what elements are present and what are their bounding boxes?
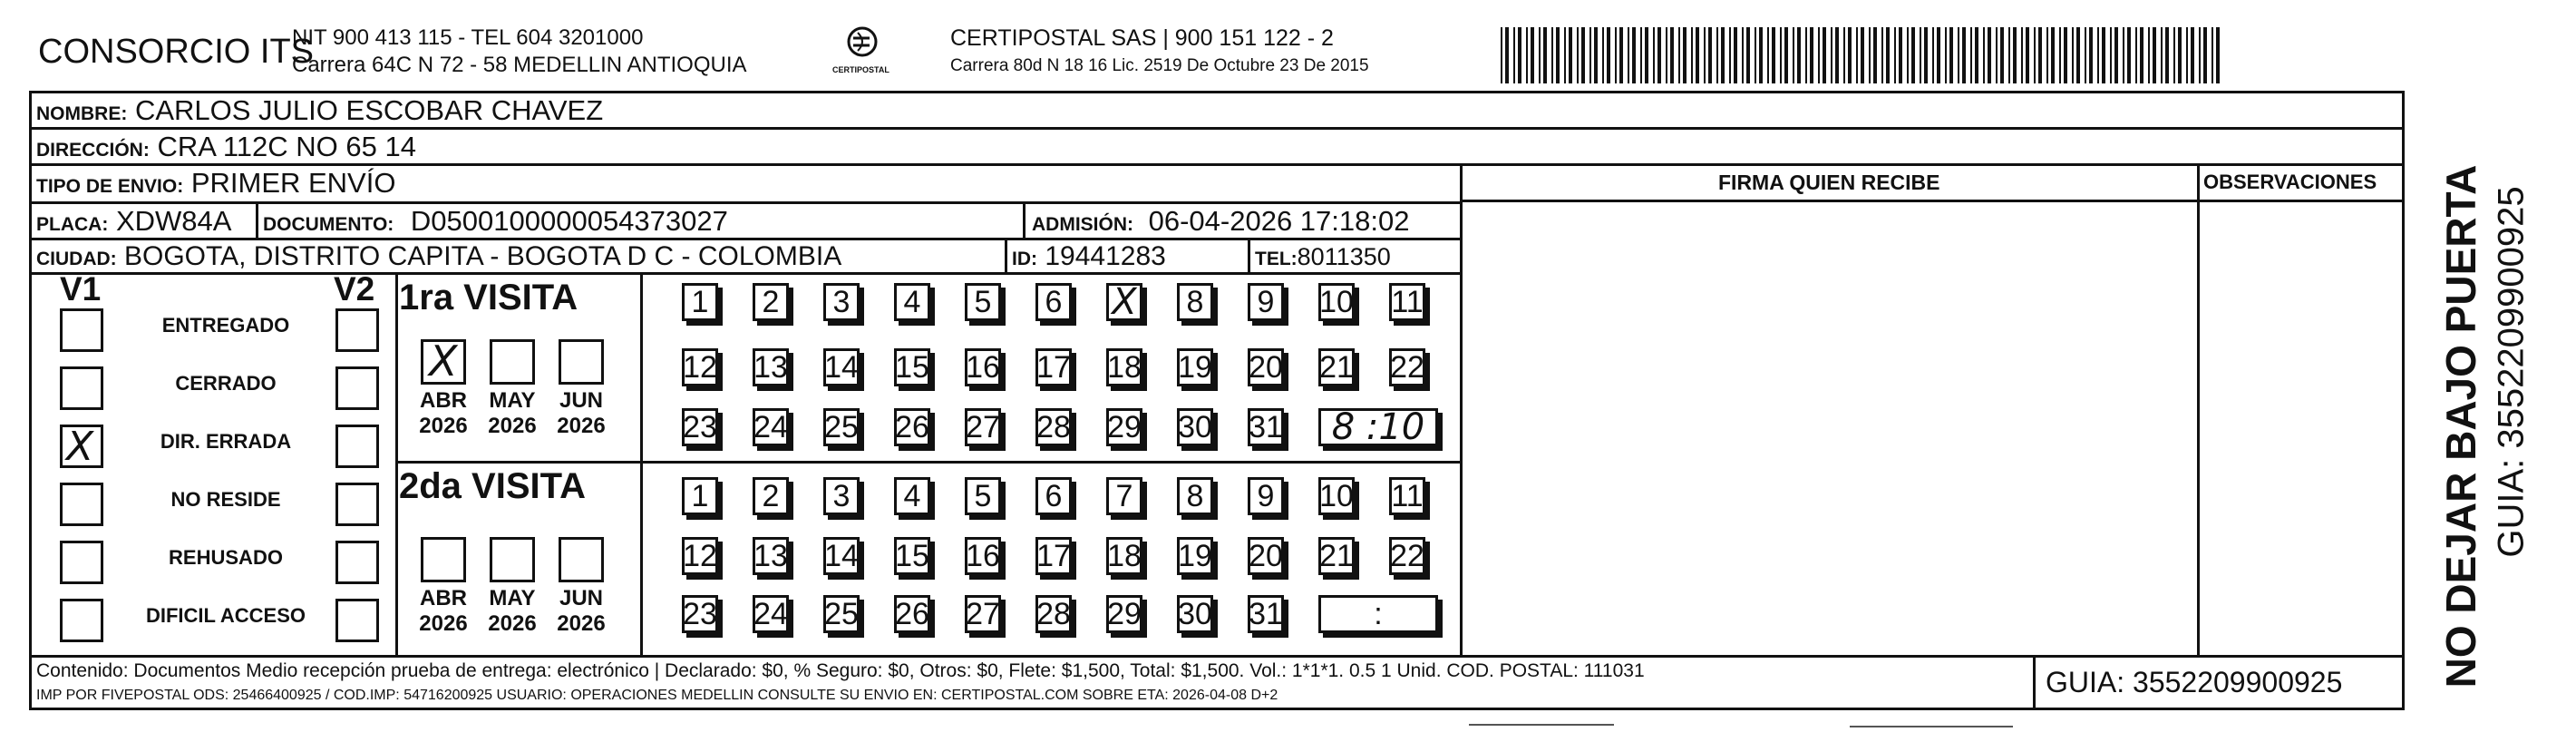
tel-label: TEL: xyxy=(1255,249,1298,269)
barcode-bar xyxy=(1607,27,1610,83)
v1-checkbox[interactable] xyxy=(60,541,103,584)
row-line-4 xyxy=(29,238,1462,240)
barcode-bar xyxy=(1632,27,1636,83)
day-box[interactable]: 27 xyxy=(966,410,1000,444)
barcode-bar xyxy=(1742,27,1744,83)
barcode-bar xyxy=(1708,27,1712,83)
visit1-title: 1ra VISITA xyxy=(399,278,578,317)
frame-right xyxy=(2402,91,2405,710)
v1-label: V1 xyxy=(60,270,102,308)
barcode-bar xyxy=(2114,27,2118,83)
barcode-bar xyxy=(1988,27,1991,83)
day-box[interactable]: 24 xyxy=(753,597,788,631)
barcode-bar xyxy=(1569,27,1572,83)
day-box[interactable]: 12 xyxy=(683,539,717,573)
status-label: NO RESIDE xyxy=(170,488,281,511)
barcode xyxy=(1501,27,2226,83)
barcode-bar xyxy=(2123,27,2124,83)
day-box[interactable]: 12 xyxy=(683,350,717,385)
barcode-bar xyxy=(2173,27,2175,83)
status-label: DIFICIL ACCESO xyxy=(145,604,306,627)
barcode-bar xyxy=(2008,27,2010,83)
day-box[interactable]: 14 xyxy=(824,539,859,573)
day-box[interactable]: 6 xyxy=(1035,477,1072,515)
frame-top xyxy=(29,91,2405,93)
barcode-bar xyxy=(1873,27,1877,83)
barcode-bar xyxy=(1531,27,1534,83)
v2-checkbox[interactable] xyxy=(335,483,379,526)
v2-checkbox[interactable] xyxy=(335,425,379,468)
day-box[interactable]: 17 xyxy=(1036,350,1071,385)
barcode-bar xyxy=(1518,27,1521,83)
barcode-bar xyxy=(2148,27,2150,83)
barcode-bar xyxy=(2203,27,2207,83)
barcode-bar xyxy=(1869,27,1871,83)
month-checkbox[interactable] xyxy=(490,339,535,385)
status-label: CERRADO xyxy=(175,372,277,395)
scan-artifact-line xyxy=(1850,726,2013,727)
barcode-bar xyxy=(1657,27,1661,83)
barcode-bar xyxy=(1881,27,1883,83)
barcode-bar xyxy=(1721,27,1725,83)
barcode-bar xyxy=(2135,27,2137,83)
day-box[interactable]: 25 xyxy=(824,597,859,631)
firma-header-line xyxy=(1460,200,2403,202)
day-box[interactable]: 2 xyxy=(753,283,789,321)
footer-line xyxy=(29,655,2405,658)
content-line: Contenido: Documentos Medio recepción prueba de entrega: electrónico | Declarado: $0, % Seguro: $0, Otros: $0, Flete: $1,500, Total: $1,500. Vol.: 1*1*1. 0.5 1 Unid. COD. POSTAL: 111031 xyxy=(36,660,1645,681)
documento-row xyxy=(263,205,728,238)
barcode-bar xyxy=(1818,27,1820,83)
barcode-bar xyxy=(1581,27,1585,83)
day-box[interactable]: 16 xyxy=(966,350,1000,385)
direccion-row xyxy=(36,131,416,163)
day-box[interactable]: 28 xyxy=(1036,597,1071,631)
documento-label: DOCUMENTO: xyxy=(263,214,394,235)
obs-left-line xyxy=(2197,163,2200,655)
direccion-value: CRA 112C NO 65 14 xyxy=(157,131,416,162)
day-box[interactable]: 23 xyxy=(683,410,717,444)
id-row xyxy=(1012,241,1166,272)
day-box[interactable]: 15 xyxy=(895,539,929,573)
day-box[interactable]: 19 xyxy=(1178,350,1212,385)
placa-row xyxy=(36,205,231,238)
barcode-bar xyxy=(1780,27,1782,83)
barcode-bar xyxy=(2085,27,2086,83)
tel-row xyxy=(1255,243,1391,271)
barcode-bar xyxy=(1784,27,1788,83)
barcode-bar xyxy=(1767,27,1769,83)
barcode-bar xyxy=(2127,27,2131,83)
id-label: ID: xyxy=(1012,249,1037,269)
barcode-bar xyxy=(1907,27,1909,83)
scan-artifact-line xyxy=(1469,724,1614,726)
barcode-bar xyxy=(2000,27,2004,83)
v1-checkbox[interactable] xyxy=(60,308,103,352)
barcode-bar xyxy=(1628,27,1629,83)
day-box[interactable]: 3 xyxy=(823,477,860,515)
visit-split-line xyxy=(395,461,1462,464)
barcode-bar xyxy=(2199,27,2201,83)
barcode-bar xyxy=(1831,27,1832,83)
barcode-bar xyxy=(1983,27,1985,83)
day-box[interactable]: 7 xyxy=(1106,477,1142,515)
day-box[interactable]: 8 xyxy=(1177,477,1213,515)
footer-guia: GUIA: 3552209900925 xyxy=(2046,666,2343,698)
barcode-bar xyxy=(1564,27,1566,83)
day-box[interactable]: 21 xyxy=(1319,539,1354,573)
tel-value: 8011350 xyxy=(1297,243,1391,270)
tipo-row xyxy=(36,167,395,200)
barcode-bar xyxy=(1924,27,1928,83)
day-box[interactable]: 18 xyxy=(1107,539,1142,573)
barcode-bar xyxy=(2211,27,2213,83)
barcode-bar xyxy=(2216,27,2220,83)
day-box[interactable]: 26 xyxy=(895,597,929,631)
day-box[interactable]: 31 xyxy=(1249,410,1283,444)
day-box[interactable]: 21 xyxy=(1319,350,1354,385)
company-nit: NIT 900 413 115 - TEL 604 3201000 xyxy=(292,25,644,50)
barcode-bar xyxy=(1772,27,1775,83)
barcode-bar xyxy=(1843,27,1845,83)
day-box[interactable]: 29 xyxy=(1107,597,1142,631)
barcode-bar xyxy=(1911,27,1915,83)
barcode-bar xyxy=(1704,27,1706,83)
barcode-bar xyxy=(1594,27,1598,83)
year-label: 2026 xyxy=(488,414,537,438)
barcode-bar xyxy=(1848,27,1852,83)
barcode-bar xyxy=(1696,27,1699,83)
barcode-bar xyxy=(2021,27,2023,83)
day-box[interactable]: 11 xyxy=(1389,477,1425,515)
ciudad-value: BOGOTA, DISTRITO CAPITA - BOGOTA D C - COLOMBIA xyxy=(124,241,842,271)
courier-address: Carrera 80d N 18 16 Lic. 2519 De Octubre 23 De 2015 xyxy=(950,56,1369,75)
placa-value: XDW84A xyxy=(115,205,232,237)
tipo-label: TIPO DE ENVIO: xyxy=(36,176,184,197)
admision-row xyxy=(1032,205,1409,238)
barcode-bar xyxy=(1505,27,1509,83)
day-box[interactable]: 23 xyxy=(683,597,717,631)
status-divider xyxy=(395,272,398,655)
barcode-bar xyxy=(1958,27,1959,83)
day-box[interactable]: 28 xyxy=(1036,410,1071,444)
firma-left-line xyxy=(1460,163,1463,655)
month-checkbox[interactable] xyxy=(559,537,604,582)
side-warning: NO DEJAR BAJO PUERTA xyxy=(2437,164,2484,688)
day-box[interactable]: 2 xyxy=(753,477,789,515)
placa-label: PLACA: xyxy=(36,214,109,235)
barcode-bar xyxy=(2089,27,2093,83)
day-box[interactable]: 17 xyxy=(1036,539,1071,573)
barcode-bar xyxy=(1886,27,1890,83)
day-box[interactable]: 22 xyxy=(1390,350,1424,385)
courier-name: CERTIPOSTAL SAS | 900 151 122 - 2 xyxy=(950,25,1334,51)
ciudad-row xyxy=(36,241,841,272)
observaciones-area[interactable] xyxy=(2201,203,2400,653)
v1-checkbox[interactable] xyxy=(60,366,103,410)
barcode-bar xyxy=(1970,27,1972,83)
day-box[interactable]: 27 xyxy=(966,597,1000,631)
day-box[interactable]: 30 xyxy=(1178,410,1212,444)
row-line-2 xyxy=(29,163,2405,166)
admision-label: ADMISIÓN: xyxy=(1032,214,1133,235)
month-label: ABR xyxy=(420,388,467,413)
day-box[interactable]: 9 xyxy=(1248,283,1284,321)
barcode-bar xyxy=(1805,27,1807,83)
imp-line: IMP POR FIVEPOSTAL ODS: 25466400925 / COD.IMP: 54716200925 USUARIO: OPERACIONES MEDELLIN CONSULTE SU ENVIO EN: CERTIPOSTAL.COM SOBRE ETA: 2026-04-08 D+2 xyxy=(36,688,1278,703)
month-checkbox[interactable] xyxy=(421,537,466,582)
year-label: 2026 xyxy=(419,414,468,438)
barcode-bar xyxy=(1513,27,1515,83)
barcode-bar xyxy=(1670,27,1674,83)
ciudad-label: CIUDAD: xyxy=(36,249,117,269)
barcode-bar xyxy=(1691,27,1693,83)
footer-guia-divider xyxy=(2033,655,2036,708)
barcode-bar xyxy=(1996,27,1998,83)
month-checkmark: X xyxy=(429,337,458,386)
barcode-bar xyxy=(2161,27,2163,83)
day-box[interactable]: 5 xyxy=(965,477,1001,515)
day-box[interactable]: 1 xyxy=(682,283,718,321)
month-label: ABR xyxy=(420,586,467,610)
month-label: JUN xyxy=(559,388,603,413)
row-line-3 xyxy=(29,201,1462,204)
barcode-bar xyxy=(2072,27,2074,83)
barcode-bar xyxy=(1797,27,1801,83)
barcode-bar xyxy=(1556,27,1560,83)
nombre-value: CARLOS JULIO ESCOBAR CHAVEZ xyxy=(134,94,604,126)
id-value: 19441283 xyxy=(1045,241,1166,271)
barcode-bar xyxy=(1551,27,1553,83)
admision-value: 06-04-2026 17:18:02 xyxy=(1148,205,1410,237)
barcode-bar xyxy=(1937,27,1940,83)
barcode-bar xyxy=(1920,27,1921,83)
barcode-bar xyxy=(2186,27,2188,83)
frame-bottom xyxy=(29,708,2405,710)
barcode-bar xyxy=(1645,27,1648,83)
day-box[interactable]: 10 xyxy=(1319,479,1354,513)
day-box[interactable]: 20 xyxy=(1249,539,1283,573)
barcode-bar xyxy=(2110,27,2112,83)
day-box[interactable]: 13 xyxy=(753,539,788,573)
month-checkbox[interactable] xyxy=(490,537,535,582)
day-box[interactable]: 30 xyxy=(1178,597,1212,631)
day-box[interactable]: 5 xyxy=(965,283,1001,321)
barcode-bar xyxy=(1729,27,1731,83)
barcode-bar xyxy=(1793,27,1794,83)
barcode-bar xyxy=(2051,27,2055,83)
barcode-bar xyxy=(1666,27,1667,83)
day-box[interactable]: 13 xyxy=(753,350,788,385)
barcode-bar xyxy=(1975,27,1978,83)
nombre-row xyxy=(36,94,603,127)
day-box[interactable]: 3 xyxy=(823,283,860,321)
barcode-bar xyxy=(2034,27,2036,83)
barcode-bar xyxy=(1932,27,1934,83)
day-box[interactable]: 16 xyxy=(966,539,1000,573)
month-label: MAY xyxy=(489,388,536,413)
barcode-bar xyxy=(2059,27,2061,83)
v1-checkmark: X xyxy=(66,424,94,470)
day-box[interactable]: 18 xyxy=(1107,350,1142,385)
day-box[interactable]: 31 xyxy=(1249,597,1283,631)
status-label: ENTREGADO xyxy=(161,314,290,337)
day-box[interactable]: 8 xyxy=(1177,283,1213,321)
year-label: 2026 xyxy=(557,414,606,438)
barcode-bar xyxy=(1501,27,1502,83)
status-label: REHUSADO xyxy=(169,546,283,569)
barcode-bar xyxy=(1899,27,1902,83)
visit-divider xyxy=(640,272,643,655)
v1-checkbox[interactable] xyxy=(60,599,103,642)
barcode-bar xyxy=(1746,27,1750,83)
v2-checkbox[interactable] xyxy=(335,599,379,642)
v2-checkbox[interactable] xyxy=(335,541,379,584)
day-box[interactable]: X xyxy=(1106,283,1142,321)
barcode-bar xyxy=(2026,27,2029,83)
barcode-bar xyxy=(1835,27,1839,83)
barcode-bar xyxy=(2140,27,2143,83)
company-address: Carrera 64C N 72 - 58 MEDELLIN ANTIOQUIA xyxy=(292,53,747,77)
admision-divider xyxy=(1023,201,1026,238)
day-box[interactable]: 9 xyxy=(1248,477,1284,515)
signature-area[interactable] xyxy=(1463,203,2194,653)
barcode-bar xyxy=(2076,27,2080,83)
side-guia: GUIA: 3552209900925 xyxy=(2491,186,2532,558)
month-checkbox[interactable] xyxy=(559,339,604,385)
barcode-bar xyxy=(1962,27,1966,83)
barcode-bar xyxy=(1653,27,1655,83)
day-box[interactable]: 29 xyxy=(1107,410,1142,444)
barcode-bar xyxy=(2153,27,2156,83)
barcode-bar xyxy=(2064,27,2067,83)
barcode-bar xyxy=(1755,27,1756,83)
direccion-label: DIRECCIÓN: xyxy=(36,140,150,161)
day-box[interactable]: 20 xyxy=(1249,350,1283,385)
day-box[interactable]: 19 xyxy=(1178,539,1212,573)
barcode-bar xyxy=(2178,27,2182,83)
observaciones-label: OBSERVACIONES xyxy=(2203,171,2377,193)
nombre-label: NOMBRE: xyxy=(36,103,128,124)
company-name: CONSORCIO ITS xyxy=(38,33,315,71)
year-label: 2026 xyxy=(488,611,537,636)
barcode-bar xyxy=(1539,27,1541,83)
firma-label: FIRMA QUIEN RECIBE xyxy=(1718,171,1940,194)
barcode-bar xyxy=(2013,27,2017,83)
barcode-bar xyxy=(2165,27,2169,83)
month-label: MAY xyxy=(489,586,536,610)
v2-label: V2 xyxy=(334,270,375,308)
day-box[interactable]: 6 xyxy=(1035,283,1072,321)
barcode-bar xyxy=(1683,27,1687,83)
barcode-bar xyxy=(1543,27,1547,83)
day-box[interactable]: 10 xyxy=(1319,285,1354,319)
frame-left xyxy=(29,91,32,710)
barcode-bar xyxy=(1577,27,1579,83)
barcode-bar xyxy=(2046,27,2048,83)
day-box[interactable]: 11 xyxy=(1389,283,1425,321)
day-box[interactable]: 14 xyxy=(824,350,859,385)
year-label: 2026 xyxy=(419,611,468,636)
day-box[interactable]: 15 xyxy=(895,350,929,385)
barcode-bar xyxy=(1810,27,1813,83)
barcode-bar xyxy=(1945,27,1947,83)
barcode-bar xyxy=(1619,27,1623,83)
day-box[interactable]: 25 xyxy=(824,410,859,444)
month-checkbox[interactable] xyxy=(421,339,466,385)
barcode-bar xyxy=(1526,27,1528,83)
v2-checkbox[interactable] xyxy=(335,366,379,410)
row-line-5 xyxy=(29,272,1462,275)
barcode-bar xyxy=(1716,27,1718,83)
row-line-1 xyxy=(29,127,2405,130)
visit2-title: 2da VISITA xyxy=(399,466,586,506)
documento-value: D0500100000054373027 xyxy=(410,205,728,237)
barcode-bar xyxy=(2038,27,2042,83)
day-box[interactable]: 1 xyxy=(682,477,718,515)
barcode-bar xyxy=(1856,27,1858,83)
barcode-bar xyxy=(2102,27,2105,83)
barcode-bar xyxy=(1759,27,1763,83)
month-label: JUN xyxy=(559,586,603,610)
placa-divider xyxy=(256,201,258,238)
day-box[interactable]: 26 xyxy=(895,410,929,444)
barcode-bar xyxy=(1615,27,1617,83)
day-box[interactable]: 4 xyxy=(894,477,930,515)
day-box[interactable]: 4 xyxy=(894,283,930,321)
barcode-bar xyxy=(1589,27,1591,83)
barcode-bar xyxy=(1861,27,1864,83)
day-box[interactable]: 24 xyxy=(753,410,788,444)
year-label: 2026 xyxy=(557,611,606,636)
barcode-bar xyxy=(1949,27,1953,83)
v2-checkbox[interactable] xyxy=(335,308,379,352)
barcode-bar xyxy=(1894,27,1896,83)
barcode-bar xyxy=(2097,27,2099,83)
tipo-value: PRIMER ENVÍO xyxy=(190,167,396,199)
v1-checkbox[interactable] xyxy=(60,425,103,468)
barcode-bar xyxy=(1602,27,1604,83)
barcode-bar xyxy=(2191,27,2194,83)
tel-divider xyxy=(1248,238,1250,272)
logo-text: CERTIPOSTAL xyxy=(832,65,889,74)
time-box[interactable]: 8 :10 xyxy=(1318,408,1438,446)
barcode-bar xyxy=(1823,27,1826,83)
status-label: DIR. ERRADA xyxy=(160,430,292,453)
barcode-bar xyxy=(1678,27,1680,83)
v1-checkbox[interactable] xyxy=(60,483,103,526)
day-box[interactable]: 22 xyxy=(1390,539,1424,573)
time-box[interactable]: : xyxy=(1318,595,1438,633)
barcode-bar xyxy=(1734,27,1737,83)
id-divider xyxy=(1005,238,1007,272)
barcode-bar xyxy=(1640,27,1642,83)
